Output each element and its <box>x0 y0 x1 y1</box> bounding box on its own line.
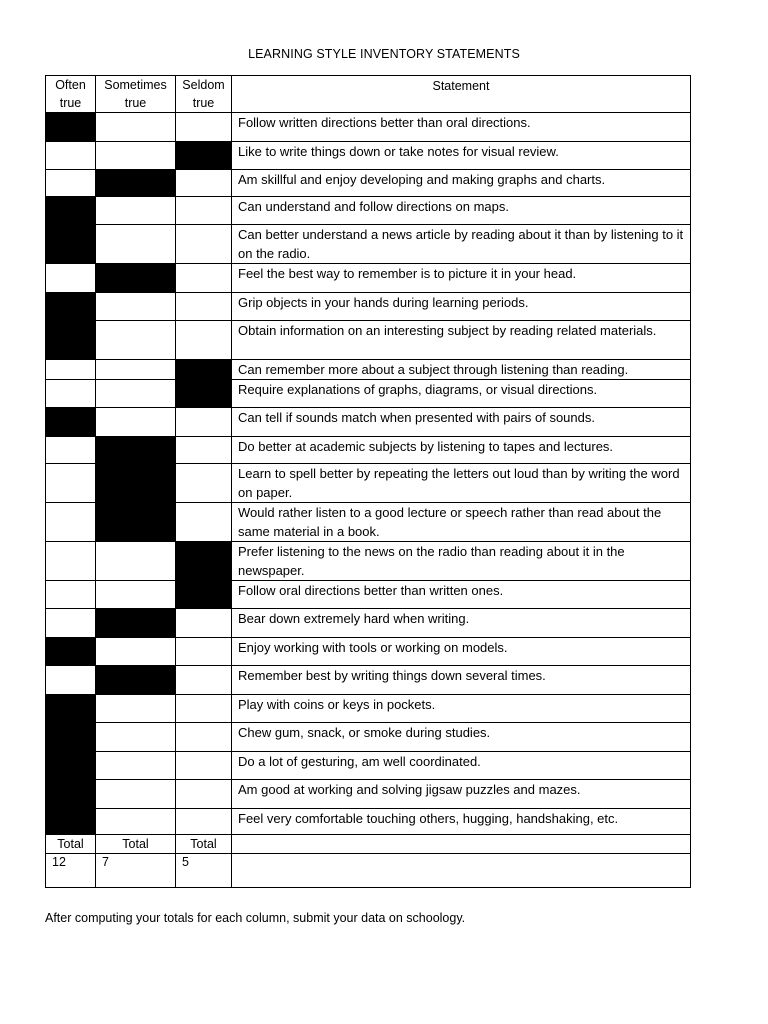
total-often-value: 12 <box>46 854 96 888</box>
statement-text: Feel the best way to remember is to picture it in your head. <box>232 264 691 293</box>
response-cell-sometimes[interactable] <box>96 464 176 503</box>
statement-row <box>46 380 691 408</box>
total-often-label: Total <box>46 835 96 854</box>
response-cell-seldom[interactable] <box>176 142 232 170</box>
statement-row <box>46 780 691 809</box>
response-cell-sometimes[interactable] <box>96 380 176 408</box>
response-cell-seldom[interactable] <box>176 695 232 723</box>
response-cell-often[interactable] <box>46 464 96 503</box>
statement-text: Grip objects in your hands during learning periods. <box>232 293 691 321</box>
response-cell-sometimes[interactable] <box>96 638 176 666</box>
statement-row <box>46 293 691 321</box>
statement-row <box>46 321 691 360</box>
response-cell-seldom[interactable] <box>176 197 232 225</box>
statement-text: Like to write things down or take notes for visual review. <box>232 142 691 170</box>
total-seldom-value: 5 <box>176 854 232 888</box>
response-cell-seldom[interactable] <box>176 380 232 408</box>
header-statement-label: Statement <box>432 79 490 93</box>
response-cell-sometimes[interactable] <box>96 780 176 809</box>
statement-text: Remember best by writing things down several times. <box>232 666 691 695</box>
statement-text: Obtain information on an interesting subject by reading related materials. <box>232 321 691 360</box>
statement-text: Play with coins or keys in pockets. <box>232 695 691 723</box>
response-cell-often[interactable] <box>46 542 96 581</box>
statement-rows <box>46 113 691 835</box>
response-cell-sometimes[interactable] <box>96 142 176 170</box>
statement-row <box>46 264 691 293</box>
response-cell-seldom[interactable] <box>176 581 232 609</box>
response-cell-often[interactable] <box>46 293 96 321</box>
statement-row <box>46 197 691 225</box>
statement-text: Can remember more about a subject through listening than reading. <box>232 360 691 380</box>
response-cell-often[interactable] <box>46 380 96 408</box>
header-sometimes-label: Sometimes true <box>104 78 167 110</box>
response-cell-often[interactable] <box>46 408 96 437</box>
response-cell-often[interactable] <box>46 666 96 695</box>
totals-value-row <box>46 854 691 888</box>
response-cell-often[interactable] <box>46 780 96 809</box>
statement-row <box>46 142 691 170</box>
statement-row <box>46 503 691 542</box>
response-cell-often[interactable] <box>46 225 96 264</box>
response-cell-seldom[interactable] <box>176 437 232 464</box>
statement-text: Can better understand a news article by reading about it than by listening to it on the radio. <box>232 225 691 264</box>
response-cell-sometimes[interactable] <box>96 113 176 142</box>
response-cell-sometimes[interactable] <box>96 542 176 581</box>
header-sometimes-true <box>96 76 176 113</box>
response-cell-seldom[interactable] <box>176 723 232 752</box>
response-cell-often[interactable] <box>46 113 96 142</box>
response-cell-often[interactable] <box>46 809 96 835</box>
response-cell-sometimes[interactable] <box>96 723 176 752</box>
total-value-blank <box>232 854 691 888</box>
response-cell-sometimes[interactable] <box>96 293 176 321</box>
response-cell-sometimes[interactable] <box>96 408 176 437</box>
response-cell-often[interactable] <box>46 581 96 609</box>
statement-row <box>46 695 691 723</box>
response-cell-seldom[interactable] <box>176 293 232 321</box>
response-cell-sometimes[interactable] <box>96 581 176 609</box>
response-cell-seldom[interactable] <box>176 113 232 142</box>
response-cell-often[interactable] <box>46 197 96 225</box>
response-cell-seldom[interactable] <box>176 666 232 695</box>
response-cell-seldom[interactable] <box>176 503 232 542</box>
statement-row <box>46 437 691 464</box>
statement-row <box>46 666 691 695</box>
totals-label-row <box>46 835 691 854</box>
statement-row <box>46 638 691 666</box>
response-cell-sometimes[interactable] <box>96 360 176 380</box>
statement-row <box>46 581 691 609</box>
response-cell-seldom[interactable] <box>176 638 232 666</box>
statement-row <box>46 723 691 752</box>
statement-text: Prefer listening to the news on the radio than reading about it in the newspaper. <box>232 542 691 581</box>
response-cell-seldom[interactable] <box>176 752 232 780</box>
response-cell-sometimes[interactable] <box>96 809 176 835</box>
response-cell-seldom[interactable] <box>176 609 232 638</box>
response-cell-seldom[interactable] <box>176 225 232 264</box>
response-cell-seldom[interactable] <box>176 360 232 380</box>
statement-text: Can tell if sounds match when presented with pairs of sounds. <box>232 408 691 437</box>
statement-row <box>46 609 691 638</box>
response-cell-sometimes[interactable] <box>96 752 176 780</box>
response-cell-sometimes[interactable] <box>96 321 176 360</box>
header-statement <box>232 76 691 113</box>
header-seldom-label: Seldom true <box>182 78 225 110</box>
response-cell-often[interactable] <box>46 638 96 666</box>
header-row <box>46 76 691 113</box>
response-cell-seldom[interactable] <box>176 809 232 835</box>
response-cell-seldom[interactable] <box>176 542 232 581</box>
response-cell-often[interactable] <box>46 609 96 638</box>
response-cell-often[interactable] <box>46 752 96 780</box>
statement-text: Am skillful and enjoy developing and making graphs and charts. <box>232 170 691 197</box>
statement-row <box>46 170 691 197</box>
statement-row <box>46 542 691 581</box>
statement-text: Bear down extremely hard when writing. <box>232 609 691 638</box>
header-seldom-true <box>176 76 232 113</box>
statement-text: Follow oral directions better than written ones. <box>232 581 691 609</box>
statement-row <box>46 360 691 380</box>
statement-text: Can understand and follow directions on maps. <box>232 197 691 225</box>
total-statement-blank <box>232 835 691 854</box>
statement-row <box>46 752 691 780</box>
total-seldom-label: Total <box>176 835 232 854</box>
response-cell-sometimes[interactable] <box>96 503 176 542</box>
response-cell-seldom[interactable] <box>176 264 232 293</box>
response-cell-often[interactable] <box>46 723 96 752</box>
response-cell-seldom[interactable] <box>176 408 232 437</box>
response-cell-seldom[interactable] <box>176 321 232 360</box>
response-cell-sometimes[interactable] <box>96 264 176 293</box>
statement-row <box>46 408 691 437</box>
response-cell-often[interactable] <box>46 360 96 380</box>
response-cell-often[interactable] <box>46 695 96 723</box>
response-cell-seldom[interactable] <box>176 170 232 197</box>
response-cell-often[interactable] <box>46 142 96 170</box>
statement-text: Enjoy working with tools or working on models. <box>232 638 691 666</box>
statement-text: Require explanations of graphs, diagrams, or visual directions. <box>232 380 691 408</box>
statement-text: Am good at working and solving jigsaw puzzles and mazes. <box>232 780 691 809</box>
statement-text: Feel very comfortable touching others, hugging, handshaking, etc. <box>232 809 691 835</box>
statement-row <box>46 113 691 142</box>
statement-text: Do better at academic subjects by listening to tapes and lectures. <box>232 437 691 464</box>
statement-text: Learn to spell better by repeating the letters out loud than by writing the word on paper. <box>232 464 691 503</box>
statement-row <box>46 464 691 503</box>
response-cell-often[interactable] <box>46 321 96 360</box>
header-often-true <box>46 76 96 113</box>
response-cell-often[interactable] <box>46 437 96 464</box>
response-cell-sometimes[interactable] <box>96 695 176 723</box>
response-cell-sometimes[interactable] <box>96 170 176 197</box>
response-cell-seldom[interactable] <box>176 464 232 503</box>
statement-text: Would rather listen to a good lecture or speech rather than read about the same material in a book. <box>232 503 691 542</box>
inventory-table <box>45 75 691 888</box>
response-cell-sometimes[interactable] <box>96 666 176 695</box>
statement-row <box>46 809 691 835</box>
response-cell-sometimes[interactable] <box>96 609 176 638</box>
response-cell-seldom[interactable] <box>176 780 232 809</box>
statement-text: Chew gum, snack, or smoke during studies. <box>232 723 691 752</box>
statement-text: Do a lot of gesturing, am well coordinated. <box>232 752 691 780</box>
response-cell-often[interactable] <box>46 264 96 293</box>
header-often-label: Often true <box>55 78 86 110</box>
footer-instructions: After computing your totals for each column, submit your data on schoology. <box>45 911 466 925</box>
statement-row <box>46 225 691 264</box>
statement-text: Follow written directions better than oral directions. <box>232 113 691 142</box>
page-title: LEARNING STYLE INVENTORY STATEMENTS <box>248 47 520 61</box>
response-cell-sometimes[interactable] <box>96 197 176 225</box>
response-cell-sometimes[interactable] <box>96 225 176 264</box>
response-cell-sometimes[interactable] <box>96 437 176 464</box>
total-sometimes-label: Total <box>96 835 176 854</box>
response-cell-often[interactable] <box>46 503 96 542</box>
total-sometimes-value: 7 <box>96 854 176 888</box>
response-cell-often[interactable] <box>46 170 96 197</box>
